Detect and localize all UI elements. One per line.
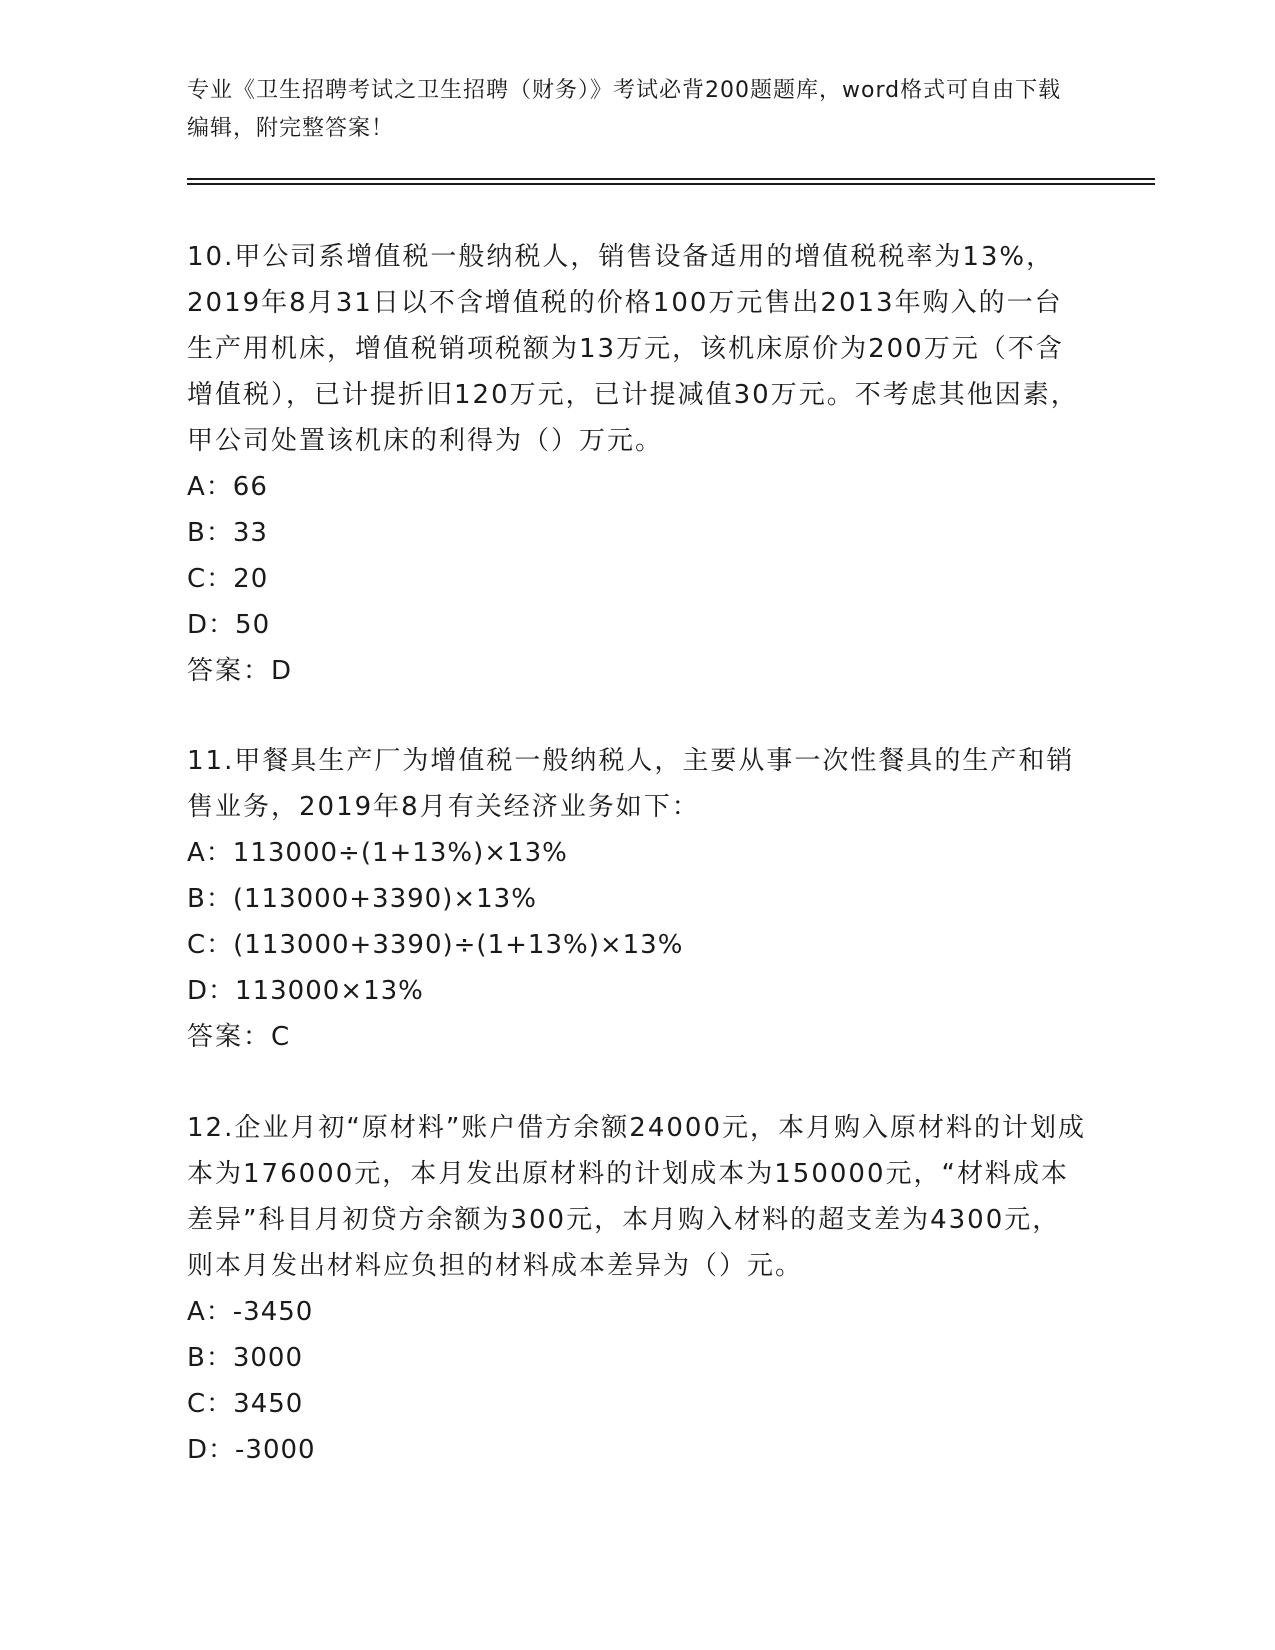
option-c xyxy=(187,922,1087,968)
option-key: C： xyxy=(187,1389,234,1419)
option-text: 50 xyxy=(235,610,271,640)
option-key: B： xyxy=(187,884,233,914)
question-10 xyxy=(187,234,1087,694)
answer-line: 答案：C xyxy=(187,1022,292,1052)
question-11 xyxy=(187,738,1087,1060)
option-text: 3000 xyxy=(232,1343,304,1373)
answer-line: 答案：D xyxy=(187,656,294,686)
option-text: 66 xyxy=(232,472,268,502)
option-key: D： xyxy=(187,610,236,640)
option-text: -3450 xyxy=(232,1297,314,1327)
option-text: 33 xyxy=(232,518,268,548)
option-b xyxy=(187,1335,1087,1381)
option-text: 113000÷(1+13%)×13% xyxy=(232,838,568,868)
document-title: 专业《卫生招聘考试之卫生招聘（财务）》考试必背200题题库，word格式可自由下载编辑，附完整答案！ xyxy=(187,78,1062,141)
option-a xyxy=(187,464,1087,510)
option-c xyxy=(187,1381,1087,1427)
option-key: C： xyxy=(187,930,234,960)
option-text: 113000×13% xyxy=(235,976,424,1006)
option-text: -3000 xyxy=(235,1435,316,1465)
header-divider-bottom xyxy=(187,183,1155,185)
option-key: A： xyxy=(187,1297,233,1327)
option-key: C： xyxy=(187,564,234,594)
option-b xyxy=(187,876,1087,922)
option-key: B： xyxy=(187,1343,233,1373)
header-divider-top xyxy=(187,178,1155,180)
document-header xyxy=(187,72,1067,148)
option-key: A： xyxy=(187,472,233,502)
option-d xyxy=(187,968,1087,1014)
option-d xyxy=(187,1427,1087,1473)
option-key: A： xyxy=(187,838,233,868)
option-b xyxy=(187,510,1087,556)
question-stem: 11.甲餐具生产厂为增值税一般纳税人，主要从事一次性餐具的生产和销售业务，2019年8月有关经济业务如下： xyxy=(187,746,1075,822)
option-key: D： xyxy=(187,1435,236,1465)
option-text: 20 xyxy=(233,564,269,594)
option-key: D： xyxy=(187,976,236,1006)
option-a xyxy=(187,830,1087,876)
question-stem: 12.企业月初“原材料”账户借方余额24000元，本月购入原材料的计划成本为176000元，本月发出原材料的计划成本为150000元，“材料成本差异”科目月初贷方余额为300元，本月购入材料的超支差为4300元，则本月发出材料应负担的材料成本差异为（）元。 xyxy=(187,1113,1086,1281)
option-text: (113000+3390)×13% xyxy=(232,884,537,914)
question-stem: 10.甲公司系增值税一般纳税人，销售设备适用的增值税税率为13%，2019年8月31日以不含增值税的价格100万元售出2013年购入的一台生产用机床，增值税销项税额为13万元，该机床原价为200万元（不含增值税），已计提折旧120万元，已计提减值30万元。不考虑其他因素，甲公司处置该机床的利得为（）万元。 xyxy=(187,242,1079,456)
question-12 xyxy=(187,1105,1087,1473)
option-text: 3450 xyxy=(233,1389,304,1419)
option-d xyxy=(187,602,1087,648)
option-a xyxy=(187,1289,1087,1335)
option-key: B： xyxy=(187,518,233,548)
option-text: (113000+3390)÷(1+13%)×13% xyxy=(233,930,684,960)
option-c xyxy=(187,556,1087,602)
